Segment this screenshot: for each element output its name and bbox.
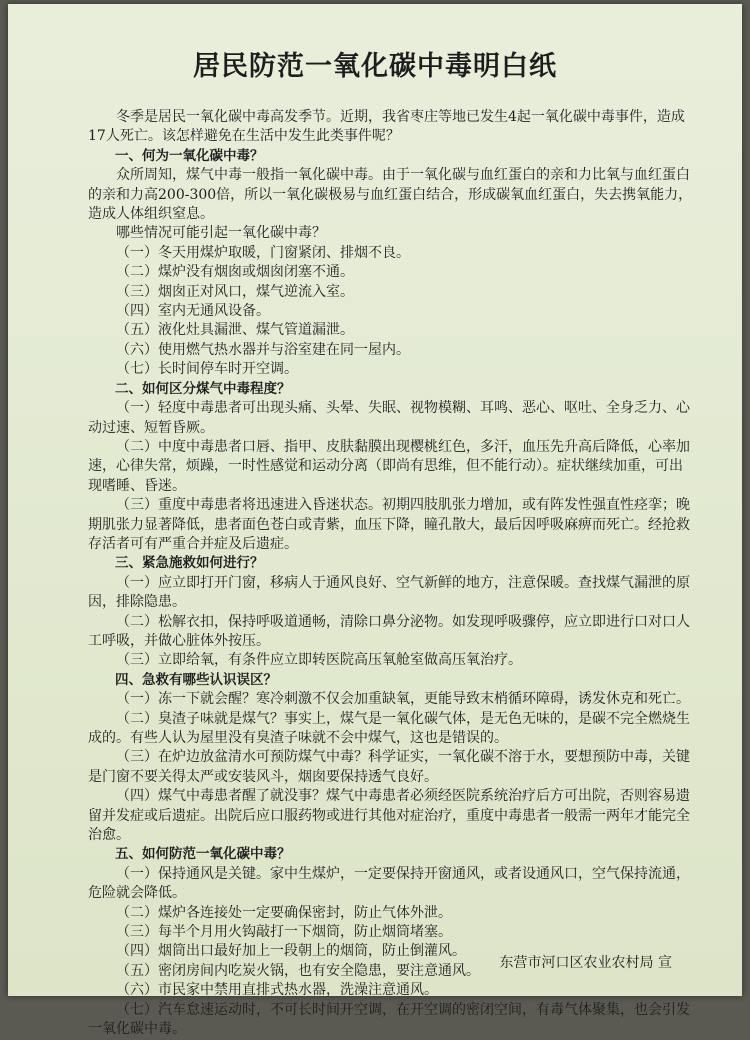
leaflet-body	[88, 108, 696, 1040]
misconception-item: （四）煤气中毒患者醒了就没事？煤气中毒患者必须经医院系统治疗后方可出院，否则容易遗留并发症或后遗症。出院后应口服药物或进行其他对症治疗，重度中毒患者一般需一两年才能完全治愈。	[88, 788, 690, 844]
prevention-item: （七）汽车怠速运动时，不可长时间开空调，在开空调的密闭空间，有毒气体聚集，也会引发一氧化碳中毒。	[88, 1001, 690, 1038]
cause-item: （七）长时间停车时开空调。	[116, 361, 298, 378]
leaflet-paper	[8, 4, 742, 1038]
rescue-step: （一）应立即打开门窗，移病人于通风良好、空气新鲜的地方，注意保暖。查找煤气漏泄的原因，排除隐患。	[88, 574, 690, 611]
severity-moderate: （二）中度中毒患者口唇、指甲、皮肤黏膜出现樱桃红色，多汗，血压先升高后降低，心率加速，心律失常，烦躁，一时性感觉和运动分离（即尚有思维，但不能行动）。症状继续加重，可出现嗜睡、昏迷。	[88, 438, 690, 494]
cause-item: （四）室内无通风设备。	[116, 303, 270, 320]
misconception-item: （二）臭渣子味就是煤气？事实上，煤气是一氧化碳气体，是无色无味的，是碳不完全燃烧生成的。有些人认为屋里没有臭渣子味就不会中煤气，这也是错误的。	[88, 710, 690, 746]
rescue-step: （三）立即给氧，有条件应立即转医院高压氧舱室做高压氧治疗。	[116, 652, 522, 669]
cause-item: （六）使用燃气热水器并与浴室建在同一屋内。	[116, 341, 410, 358]
severity-mild: （一）轻度中毒患者可出现头痛、头晕、失眠、视物模糊、耳鸣、恶心、呕吐、全身乏力、心动过速、短暂昏厥。	[88, 400, 690, 436]
prevention-item: （六）市民家中禁用直排式热水器，洗澡注意通风。	[116, 982, 438, 999]
intro-paragraph: 冬季是居民一氧化碳中毒高发季节。近期，我省枣庄等地已发生4起一氧化碳中毒事件，造成17人死亡。该怎样避免在生活中发生此类事件呢？	[88, 109, 685, 145]
section-5-heading: 五、如何防范一氧化碳中毒？	[115, 846, 291, 863]
prevention-item: （四）烟筒出口最好加上一段朝上的烟筒，防止倒灌风。	[116, 943, 466, 960]
section-1-heading: 一、何为一氧化碳中毒？	[115, 147, 264, 164]
issuer-signature: 东营市河口区农业农村局 宣	[499, 955, 672, 971]
prevention-item: （五）密闭房间内吃炭火锅，也有安全隐患，要注意通风。	[116, 962, 480, 979]
page-title: 居民防范一氧化碳中毒明白纸	[193, 51, 557, 82]
cause-item: （一）冬天用煤炉取暖，门窗紧闭、排烟不良。	[116, 244, 410, 261]
rescue-step: （二）松解衣扣，保持呼吸道通畅，清除口鼻分泌物。如发现呼吸骤停，应立即进行口对口人工呼吸，并做心脏体外按压。	[88, 613, 690, 649]
section-3-heading: 三、紧急施救如何进行？	[115, 555, 264, 572]
cause-item: （三）烟囱正对风口，煤气逆流入室。	[116, 283, 354, 300]
section-1-paragraph: 众所周知，煤气中毒一般指一氧化碳中毒。由于一氧化碳与血红蛋白的亲和力比氧与血红蛋白的亲和力高200-300倍，所以一氧化碳极易与血红蛋白结合，形成碳氧血红蛋白，失去携氧能力，造成人体组织窒息。	[88, 167, 693, 223]
prevention-item: （三）每半个月用火钩敲打一下烟筒，防止烟筒堵塞。	[116, 924, 452, 941]
section-4-heading: 四、急救有哪些认识误区？	[115, 671, 277, 688]
section-1-question: 哪些情况可能引起一氧化碳中毒？	[116, 225, 326, 242]
cause-item: （二）煤炉没有烟囱或烟囱闭塞不通。	[116, 264, 354, 281]
prevention-item: （二）煤炉各连接处一定要确保密封，防止气体外泄。	[116, 904, 452, 921]
misconception-item: （三）在炉边放盆清水可预防煤气中毒？科学证实，一氧化碳不溶于水，要想预防中毒，关键是门窗不要关得太严或安装风斗，烟囱要保持透气良好。	[88, 749, 690, 785]
cause-item: （五）液化灶具漏泄、煤气管道漏泄。	[116, 322, 354, 339]
severity-severe: （三）重度中毒患者将迅速进入昏迷状态。初期四肢肌张力增加，或有阵发性强直性痉挛；晚期肌张力显著降低，患者面色苍白或青紫，血压下降，瞳孔散大，最后因呼吸麻痹而死亡。经抢救存活者可有严重合并症及后遗症。	[88, 497, 690, 552]
prevention-item: （一）保持通风是关键。家中生煤炉，一定要保持开窗通风，或者设通风口，空气保持流通，危险就会降低。	[88, 865, 690, 902]
misconception-item: （一）冻一下就会醒？寒冷刺激不仅会加重缺氧，更能导致末梢循环障碍，诱发休克和死亡。	[116, 691, 690, 708]
section-2-heading: 二、如何区分煤气中毒程度？	[115, 380, 291, 397]
